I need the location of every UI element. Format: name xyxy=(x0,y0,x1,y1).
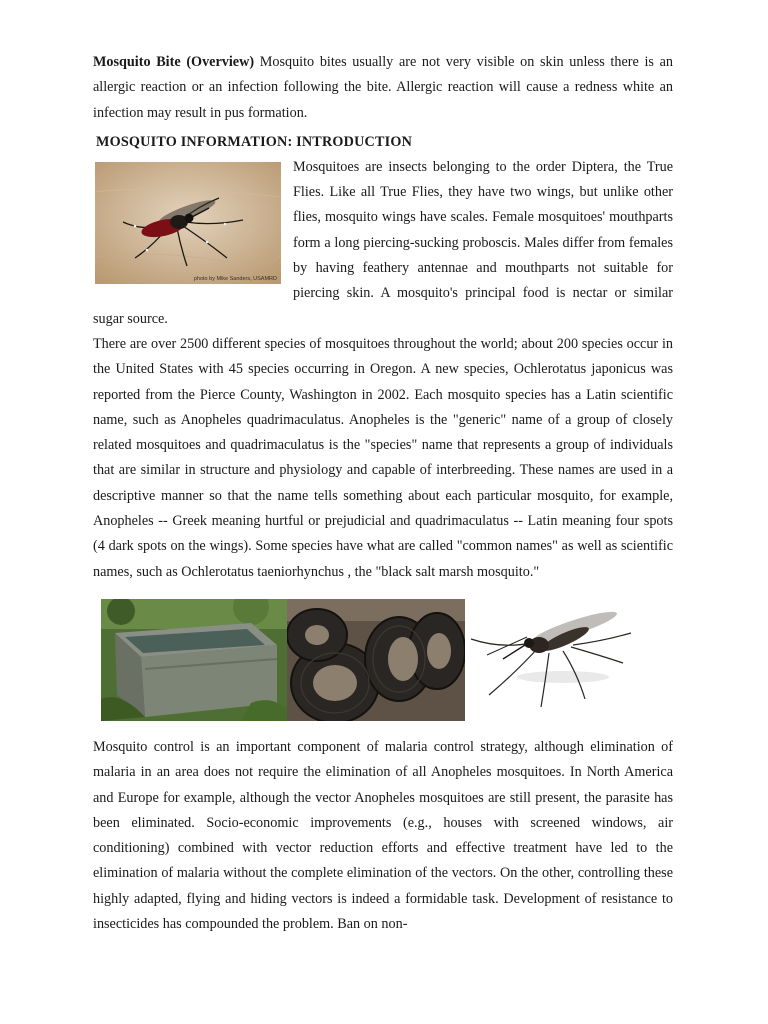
breeding-sites-image-row xyxy=(101,599,673,721)
document-page xyxy=(93,50,673,937)
intro-heading: MOSQUITO INFORMATION: INTRODUCTION xyxy=(96,133,413,150)
mosquito-on-skin-photo xyxy=(95,162,281,284)
old-tires-photo xyxy=(287,599,465,721)
intro-paragraph: Mosquitoes are insects belonging to the order Diptera, the True Flies. Like all True Flies, they have two wings, but unlike other flies, mosquito wings have scales. Female mosquitoes' mouthparts form a long piercing-sucking proboscis. Males differ from females by having feathery antennae and mouthparts not suitable for piercing skin. A mosquito's principal food is nectar or similar sugar source. xyxy=(93,158,673,327)
overview-title: Mosquito Bite (Overview) xyxy=(93,54,255,70)
intro-section xyxy=(93,155,673,332)
control-paragraph: Mosquito control is an important component of malaria control strategy, although elimination of malaria in an area does not require the elimination of all Anopheles mosquitoes. In North America and Europe for example, although the vector Anopheles mosquitoes are still present, the parasite has been eliminated. Socio-economic improvements (e.g., houses with screened windows, air conditioning) combined with vector reduction efforts and effective treatment have led to the elimination of malaria without the complete elimination of the vectors. On the other, controlling these highly adapted, flying and hiding vectors is indeed a formidable task. Development of resistance to insecticides has compounded the problem. Ban on non- xyxy=(93,738,673,933)
mosquito-photo xyxy=(467,599,639,721)
species-paragraph: There are over 2500 different species of mosquitoes throughout the world; about 200 species occur in the United States with 45 species occurring in Oregon. A new species, Ochlerotatus japonicus was reported from the Pierce County, Washington in 2002. Each mosquito species has a Latin scientific name, such as Anopheles quadrimaculatus. Anopheles is the "generic" name of a group of closely related mosquitoes and quadrimaculatus is the "species" name that represents a group of individuals that are similar in structure and physiology and capable of interbreeding. These names are used in a descriptive manner so that the name tells something about each particular mosquito, for example, Anopheles -- Greek meaning hurtful or prejudicial and quadrimaculatus -- Latin meaning four spots (4 dark spots on the wings). Some species have what are called "common names" as well as scientific names, such as Ochlerotatus taeniorhynchus , the "black salt marsh mosquito." xyxy=(93,335,673,580)
water-tank-photo xyxy=(101,599,287,721)
overview-paragraph xyxy=(93,50,673,126)
overview-text: Mosquito bites usually are not very visible on skin unless there is an allergic reaction or an infection following the bite. Allergic reaction will cause a redness white an infection may result in pus formation. xyxy=(93,54,673,121)
mosquito-on-skin-illustration xyxy=(95,162,281,284)
photo-credit: photo by Mike Sanders, USAMRD xyxy=(193,275,277,282)
